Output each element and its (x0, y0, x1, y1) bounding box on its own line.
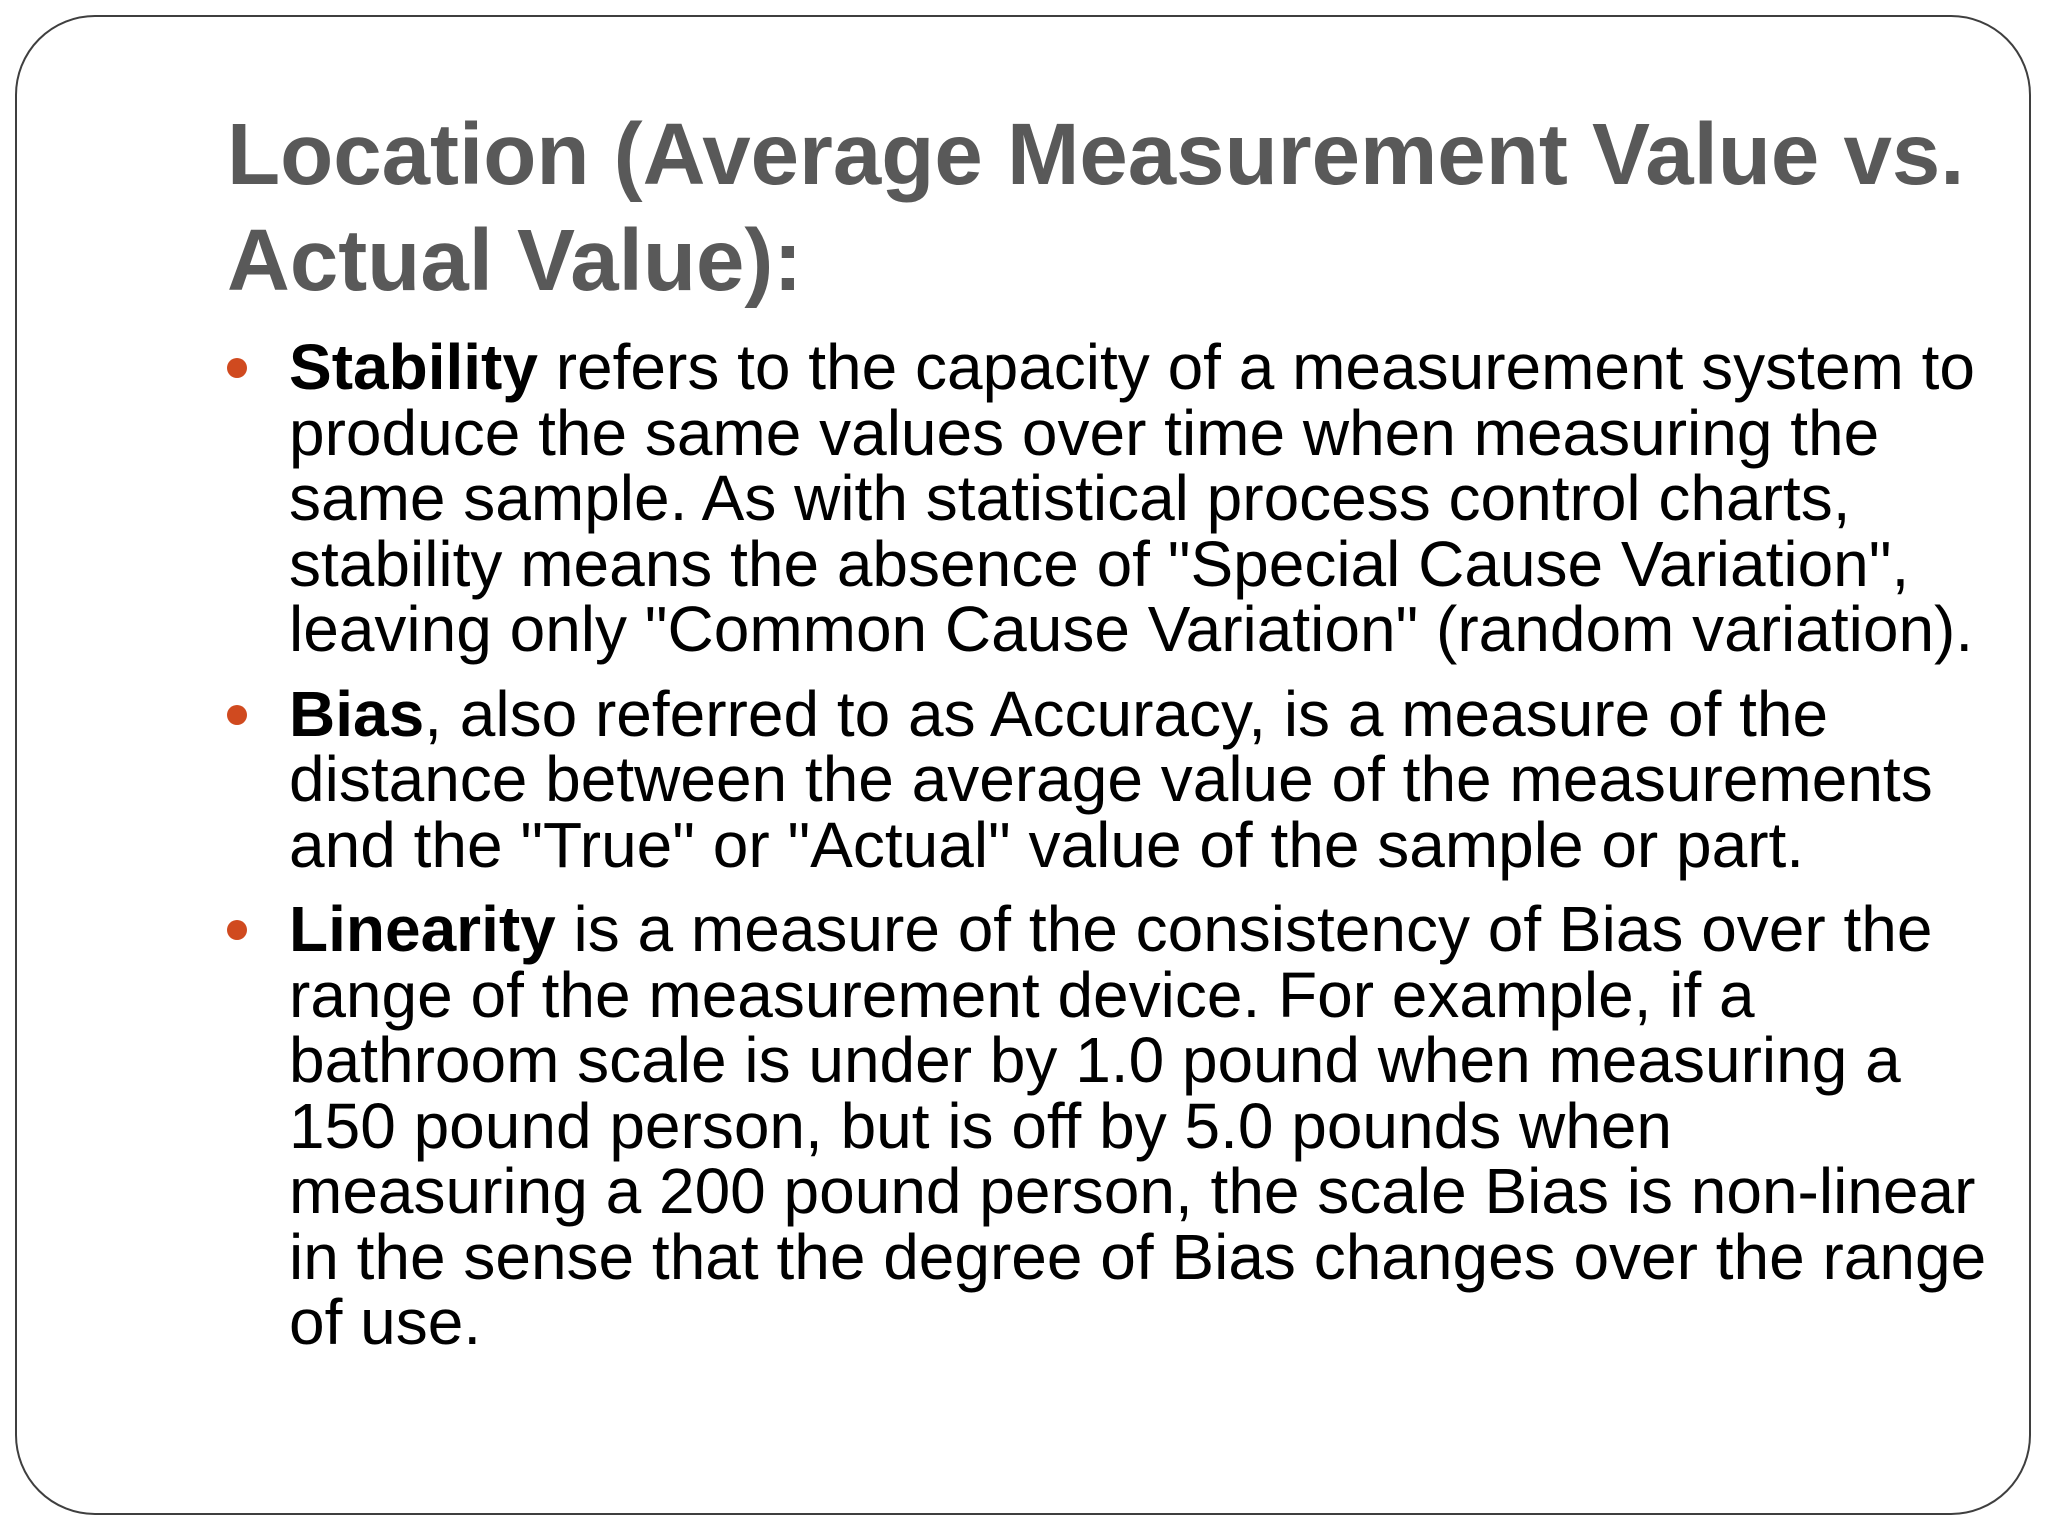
bullet-term: Linearity (289, 893, 556, 965)
bullet-dot-icon (227, 920, 247, 940)
slide (15, 15, 2031, 1515)
bullet-item-stability (227, 331, 1987, 665)
bullet-text: refers to the capacity of a measurement system to produce the same values over time when measuring the same sample. As with statistical process control charts, stability means the absence of "Special Cause Variation", leaving only "Common Cause Variation" (random variation). (289, 331, 1975, 665)
bullet-dot-icon (227, 358, 247, 378)
bullet-item-bias (227, 677, 1987, 881)
bullet-dot-icon (227, 705, 247, 725)
bullet-list (227, 331, 1987, 1375)
bullet-text: , also referred to as Accuracy, is a measure of the distance between the average value of the measurements and the "True" or "Actual" value of the sample or part. (289, 677, 1933, 881)
bullet-text: is a measure of the consistency of Bias over the range of the measurement device. For example, if a bathroom scale is under by 1.0 pound when measuring a 150 pound person, but is off by 5.0 pounds when measuring a 200 pound person, the scale Bias is non-linear in the sense that the degree of Bias changes over the range of use. (289, 893, 1987, 1358)
bullet-term: Bias (289, 677, 425, 750)
bullet-item-linearity (227, 893, 1987, 1358)
slide-title: Location (Average Measurement Value vs. Actual Value): (227, 106, 1965, 309)
bullet-term: Stability (289, 331, 538, 403)
